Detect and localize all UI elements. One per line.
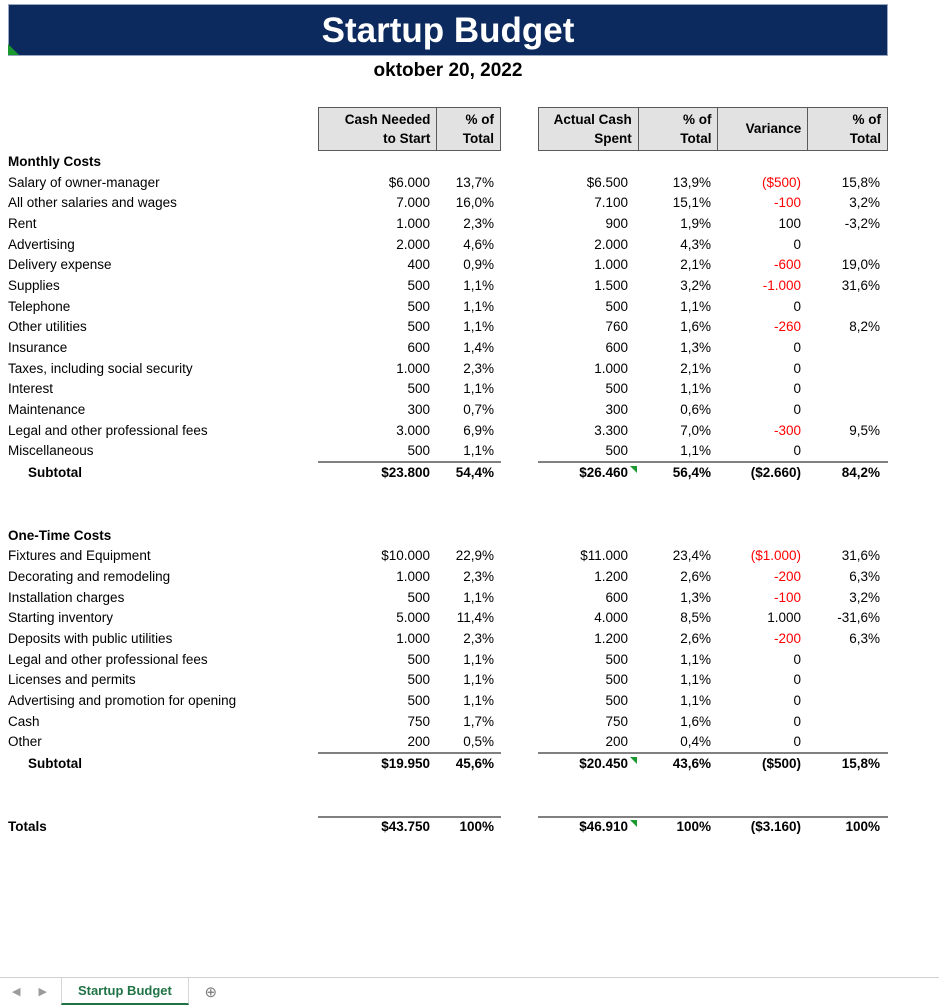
cell-percent-of-total-planned[interactable]: 0,5% [463,734,494,750]
cell-actual-cash-spent[interactable]: $20.450 [538,756,638,771]
cell-percent-of-total-planned[interactable]: 6,9% [463,422,494,438]
cell-actual-cash-spent[interactable]: 7.100 [594,195,628,211]
table-row[interactable] [0,399,939,420]
table-row[interactable] [0,254,939,275]
row-label[interactable]: Salary of owner-manager [8,174,160,190]
cell-actual-cash-spent[interactable]: 3.300 [594,422,628,438]
cell-cash-needed[interactable]: 200 [407,734,430,750]
sheet-tab-bar [0,977,939,1005]
row-label[interactable]: Miscellaneous [8,443,94,459]
page-title: Startup Budget [321,10,575,50]
cell-percent-of-total-actual[interactable]: 1,1% [680,443,711,459]
cell-percent-of-total-planned[interactable]: 1,1% [463,298,494,314]
cell-percent-of-total-actual[interactable]: 1,6% [680,319,711,335]
cell-percent-of-total-planned[interactable]: 2,3% [463,215,494,231]
table-row[interactable] [0,192,939,213]
cell-percent-of-total-actual[interactable]: 0,6% [680,402,711,418]
cell-variance[interactable]: -200 [773,630,801,646]
cell-percent-of-total-planned[interactable]: 2,3% [463,630,494,646]
cell-percent-of-total-planned[interactable]: 1,4% [463,340,494,356]
cell-percent-of-total-planned[interactable]: 2,3% [463,568,494,584]
cell-percent-of-total-planned[interactable]: 16,0% [455,195,494,211]
cell-percent-of-total-variance[interactable]: 31,6% [841,548,880,564]
cell-comment-marker-icon [630,466,637,473]
table-row[interactable] [0,337,939,358]
table-row[interactable] [0,670,939,691]
cell-percent-of-total-variance[interactable]: 3,2% [849,195,880,211]
column-header-percent-of-total-planned [437,108,500,150]
cell-actual-cash-spent[interactable]: 600 [605,589,628,605]
cell-percent-of-total-planned[interactable]: 1,1% [463,443,494,459]
table-row[interactable] [0,275,939,296]
row-label[interactable]: Taxes, including social security [8,360,193,376]
header-line-1: Cash Needed [344,111,431,127]
cell-percent-of-total-planned[interactable]: 22,9% [455,548,494,564]
cell-cash-needed[interactable]: 500 [407,651,430,667]
cell-variance[interactable]: 0 [793,693,801,709]
column-header-actual-cash-spent [539,108,639,150]
cell-variance[interactable]: 0 [793,734,801,750]
table-row[interactable] [0,690,939,711]
row-label[interactable]: Maintenance [8,402,86,418]
cell-variance[interactable]: 0 [793,651,801,667]
column-header-variance [718,108,808,150]
cell-percent-of-total-actual[interactable]: 15,1% [672,195,711,211]
cell-variance[interactable]: 100 [778,215,801,231]
cell-percent-of-total-planned[interactable]: 1,7% [463,713,494,729]
cell-percent-of-total-planned[interactable]: 54,4% [455,464,494,480]
cell-cash-needed[interactable]: $10.000 [381,548,430,564]
row-label[interactable]: Subtotal [28,464,82,480]
total-rule-right [538,752,888,754]
cell-variance[interactable]: 0 [793,340,801,356]
cell-percent-of-total-variance[interactable]: 31,6% [841,277,880,293]
cell-percent-of-total-actual[interactable]: 100% [676,819,711,835]
row-label[interactable]: Supplies [8,277,60,293]
cell-actual-cash-spent[interactable]: 500 [605,672,628,688]
cell-percent-of-total-variance[interactable]: 84,2% [841,464,880,480]
table-row[interactable] [0,607,939,628]
row-label[interactable]: Legal and other professional fees [8,422,208,438]
row-label[interactable]: Other [8,734,42,750]
empty-row [0,774,939,795]
cell-variance[interactable]: ($500) [761,174,801,190]
cell-variance[interactable]: -260 [773,319,801,335]
row-label[interactable]: Licenses and permits [8,672,136,688]
cell-cash-needed[interactable]: 600 [407,340,430,356]
cell-cash-needed[interactable]: 1.000 [396,215,430,231]
section-heading-label: Monthly Costs [8,153,101,169]
cell-cash-needed[interactable]: 500 [407,277,430,293]
cell-actual-cash-spent[interactable]: 1.000 [594,257,628,273]
cell-percent-of-total-actual[interactable]: 4,3% [680,236,711,252]
cell-cash-needed[interactable]: 500 [407,381,430,397]
cell-percent-of-total-actual[interactable]: 1,6% [680,713,711,729]
empty-row [0,795,939,816]
cell-variance[interactable]: 0 [793,236,801,252]
cell-percent-of-total-actual[interactable]: 2,1% [680,360,711,376]
row-label[interactable]: Subtotal [28,755,82,771]
table-row[interactable] [0,172,939,193]
cell-variance[interactable]: -100 [773,589,801,605]
cell-percent-of-total-actual[interactable]: 8,5% [680,610,711,626]
cell-percent-of-total-actual[interactable]: 1,3% [680,589,711,605]
section-heading-row[interactable] [0,525,939,546]
previous-sheet-arrow-icon[interactable]: ◀ [12,986,21,998]
cell-percent-of-total-actual[interactable]: 13,9% [672,174,711,190]
cell-actual-cash-spent[interactable]: 4.000 [594,610,628,626]
cell-percent-of-total-actual[interactable]: 23,4% [672,548,711,564]
budget-rows [0,151,939,838]
empty-row [0,483,939,504]
cell-cash-needed[interactable]: 500 [407,672,430,688]
cell-actual-cash-spent[interactable]: $26.460 [538,465,638,480]
cell-variance[interactable]: -200 [773,568,801,584]
cell-percent-of-total-planned[interactable]: 4,6% [463,236,494,252]
cell-actual-cash-spent[interactable]: 760 [605,319,628,335]
cell-percent-of-total-variance[interactable]: 15,8% [841,174,880,190]
cell-percent-of-total-actual[interactable]: 1,1% [680,693,711,709]
column-header-cash-needed-to-start [319,108,437,150]
cell-percent-of-total-planned[interactable]: 1,1% [463,319,494,335]
cell-percent-of-total-planned[interactable]: 1,1% [463,381,494,397]
cell-percent-of-total-actual[interactable]: 1,1% [680,298,711,314]
table-row[interactable] [0,649,939,670]
cell-cash-needed[interactable]: $23.800 [381,464,430,480]
cell-cash-needed[interactable]: 1.000 [396,568,430,584]
cell-actual-cash-spent[interactable]: 2.000 [594,236,628,252]
empty-row [0,504,939,525]
cell-percent-of-total-variance[interactable]: 100% [845,819,880,835]
cell-cash-needed[interactable]: 400 [407,257,430,273]
row-label[interactable]: Advertising and promotion for opening [8,693,237,709]
row-label[interactable]: Installation charges [8,589,125,605]
cell-variance[interactable]: 0 [793,402,801,418]
cell-cash-needed[interactable]: $6.000 [388,174,430,190]
table-row[interactable] [0,566,939,587]
cell-percent-of-total-variance[interactable]: 9,5% [849,422,880,438]
cell-actual-cash-spent[interactable]: 600 [605,340,628,356]
row-label[interactable]: Insurance [8,340,68,356]
cell-cash-needed[interactable]: 500 [407,693,430,709]
cell-percent-of-total-actual[interactable]: 56,4% [672,464,711,480]
row-label[interactable]: Decorating and remodeling [8,568,171,584]
cell-cash-needed[interactable]: 2.000 [396,236,430,252]
cell-percent-of-total-planned[interactable]: 0,7% [463,402,494,418]
table-row[interactable] [0,420,939,441]
cell-actual-cash-spent[interactable]: 1.000 [594,360,628,376]
cell-percent-of-total-planned[interactable]: 1,1% [463,277,494,293]
cell-actual-cash-spent[interactable]: 500 [605,651,628,667]
cell-variance[interactable]: -1.000 [762,277,801,293]
cell-percent-of-total-planned[interactable]: 1,1% [463,693,494,709]
table-row[interactable] [0,234,939,255]
cell-percent-of-total-planned[interactable]: 1,1% [463,651,494,667]
header-line-1: % of [852,111,881,127]
column-header-percent-of-total-variance [808,108,887,150]
cell-percent-of-total-actual[interactable]: 43,6% [672,755,711,771]
cell-actual-cash-spent[interactable]: $46.910 [538,819,638,834]
cell-percent-of-total-planned[interactable]: 1,1% [463,589,494,605]
header-line-2: to Start [383,131,431,146]
cell-actual-cash-spent[interactable]: 1.200 [594,630,628,646]
cell-variance[interactable]: 1.000 [767,610,801,626]
add-sheet-button[interactable] [189,978,233,1005]
row-label[interactable]: Other utilities [8,319,87,335]
cell-cash-needed[interactable]: 500 [407,319,430,335]
section-heading-label: One-Time Costs [8,527,112,543]
cell-comment-marker-icon [630,757,637,764]
cell-actual-cash-spent[interactable]: 500 [605,693,628,709]
cell-cash-needed[interactable]: 3.000 [396,422,430,438]
cell-variance[interactable]: ($1.000) [750,548,801,564]
cell-variance[interactable]: 0 [793,713,801,729]
cell-cash-needed[interactable]: 1.000 [396,630,430,646]
header-line-1: % of [682,111,712,127]
cell-percent-of-total-planned[interactable]: 2,3% [463,360,494,376]
cell-percent-of-total-actual[interactable]: 1,1% [680,381,711,397]
cell-actual-cash-spent[interactable]: 1.200 [594,568,628,584]
row-label[interactable]: Deposits with public utilities [8,630,173,646]
row-label[interactable]: Totals [8,819,47,835]
table-row[interactable] [0,545,939,566]
total-rule-left [318,461,501,463]
cell-actual-cash-spent[interactable]: 500 [605,443,628,459]
header-line-2: Total [849,131,881,146]
cell-variance[interactable]: 0 [793,381,801,397]
row-label[interactable]: Advertising [8,236,75,252]
header-line-2: Total [680,131,712,146]
cell-percent-of-total-actual[interactable]: 7,0% [680,422,711,438]
cell-actual-cash-spent[interactable]: 500 [605,298,628,314]
cell-variance[interactable]: ($500) [761,755,801,771]
cell-variance[interactable]: -600 [773,257,801,273]
cell-percent-of-total-variance[interactable]: 6,3% [849,568,880,584]
cell-variance[interactable]: 0 [793,298,801,314]
next-sheet-arrow-icon[interactable]: ▶ [38,986,47,998]
cell-percent-of-total-variance[interactable]: -31,6% [837,610,880,626]
table-row[interactable] [0,358,939,379]
table-row[interactable] [0,628,939,649]
cell-percent-of-total-variance[interactable]: -3,2% [844,215,880,231]
table-row[interactable] [0,379,939,400]
cell-percent-of-total-variance[interactable]: 15,8% [841,755,880,771]
table-row[interactable] [0,587,939,608]
cell-cash-needed[interactable]: 500 [407,589,430,605]
total-rule-right [538,461,888,463]
table-row[interactable] [0,296,939,317]
cell-actual-cash-spent[interactable]: 500 [605,381,628,397]
cell-variance[interactable]: 0 [793,443,801,459]
cell-actual-cash-spent[interactable]: 750 [605,713,628,729]
cell-cash-needed[interactable]: 500 [407,443,430,459]
row-label[interactable]: Rent [8,215,37,231]
row-label[interactable]: Cash [8,713,40,729]
cell-cash-needed[interactable]: 300 [407,402,430,418]
cell-cash-needed[interactable]: 7.000 [396,195,430,211]
table-row[interactable] [0,732,939,753]
cell-percent-of-total-variance[interactable]: 3,2% [849,589,880,605]
cell-percent-of-total-variance[interactable]: 8,2% [849,319,880,335]
cell-actual-cash-spent[interactable]: $11.000 [580,548,628,564]
cell-percent-of-total-planned[interactable]: 13,7% [455,174,494,190]
cell-percent-of-total-variance[interactable]: 6,3% [849,630,880,646]
column-header-group-actual [538,107,888,151]
cell-cash-needed[interactable]: 1.000 [396,360,430,376]
cell-percent-of-total-planned[interactable]: 100% [459,819,494,835]
cell-variance[interactable]: -300 [773,422,801,438]
header-line-1: % of [465,111,494,127]
subtotal-row[interactable] [0,461,939,483]
cell-actual-cash-spent[interactable]: 900 [605,215,628,231]
subtotal-row[interactable] [0,752,939,774]
cell-cash-needed[interactable]: $43.750 [381,819,430,835]
cell-percent-of-total-actual[interactable]: 2,1% [680,257,711,273]
table-row[interactable] [0,711,939,732]
cell-percent-of-total-actual[interactable]: 1,9% [680,215,711,231]
row-label[interactable]: Fixtures and Equipment [8,548,151,564]
cell-percent-of-total-actual[interactable]: 1,1% [680,651,711,667]
cell-percent-of-total-planned[interactable]: 0,9% [463,257,494,273]
cell-cash-needed[interactable]: 5.000 [396,610,430,626]
cell-variance[interactable]: 0 [793,672,801,688]
table-row[interactable] [0,317,939,338]
cell-cash-needed[interactable]: 500 [407,298,430,314]
sheet-tab-label: Startup Budget [77,983,172,998]
cell-percent-of-total-actual[interactable]: 1,3% [680,340,711,356]
total-rule-left [318,752,501,754]
cell-variance[interactable]: -100 [773,195,801,211]
cell-percent-of-total-planned[interactable]: 11,4% [456,610,494,626]
cell-actual-cash-spent[interactable]: $6.500 [586,174,628,190]
cell-variance[interactable]: ($3.160) [750,819,801,835]
banner-comment-marker-icon [8,44,19,55]
cell-variance[interactable]: 0 [793,360,801,376]
cell-comment-marker-icon [630,820,637,827]
cell-cash-needed[interactable]: 750 [407,713,430,729]
cell-variance[interactable]: ($2.660) [750,464,801,480]
title-banner [8,4,888,56]
page-subtitle-date: oktober 20, 2022 [373,60,523,81]
row-label[interactable]: Telephone [8,298,71,314]
cell-percent-of-total-planned[interactable]: 1,1% [463,672,494,688]
header-line-2: Variance [745,121,802,137]
table-row[interactable] [0,213,939,234]
cell-percent-of-total-actual[interactable]: 2,6% [680,630,711,646]
section-heading-row[interactable] [0,151,939,172]
header-line-2: Spent [594,131,632,146]
column-header-group-planned [318,107,501,151]
cell-percent-of-total-variance[interactable]: 19,0% [841,257,880,273]
cell-percent-of-total-planned[interactable]: 45,6% [455,755,494,771]
cell-percent-of-total-actual[interactable]: 0,4% [680,734,711,750]
sheet-navigation-arrows[interactable] [0,978,61,1005]
row-label[interactable]: Starting inventory [8,610,114,626]
cell-cash-needed[interactable]: $19.950 [381,755,430,771]
row-label[interactable]: Legal and other professional fees [8,651,208,667]
header-line-2: Total [462,131,494,146]
cell-percent-of-total-actual[interactable]: 1,1% [680,672,711,688]
row-label[interactable]: Delivery expense [8,257,112,273]
totals-row[interactable] [0,816,939,838]
header-line-1: Actual Cash [553,111,632,127]
total-rule-right [538,816,888,818]
table-row[interactable] [0,441,939,462]
row-label[interactable]: All other salaries and wages [8,195,177,211]
sheet-tab-startup-budget[interactable] [61,978,189,1005]
cell-percent-of-total-actual[interactable]: 3,2% [680,277,711,293]
cell-percent-of-total-actual[interactable]: 2,6% [680,568,711,584]
plus-circle-icon: ⊕ [204,983,218,1001]
column-header-percent-of-total-actual [639,108,719,150]
cell-actual-cash-spent[interactable]: 300 [605,402,628,418]
cell-actual-cash-spent[interactable]: 200 [605,734,628,750]
cell-actual-cash-spent[interactable]: 1.500 [594,277,628,293]
total-rule-left [318,816,501,818]
row-label[interactable]: Interest [8,381,54,397]
